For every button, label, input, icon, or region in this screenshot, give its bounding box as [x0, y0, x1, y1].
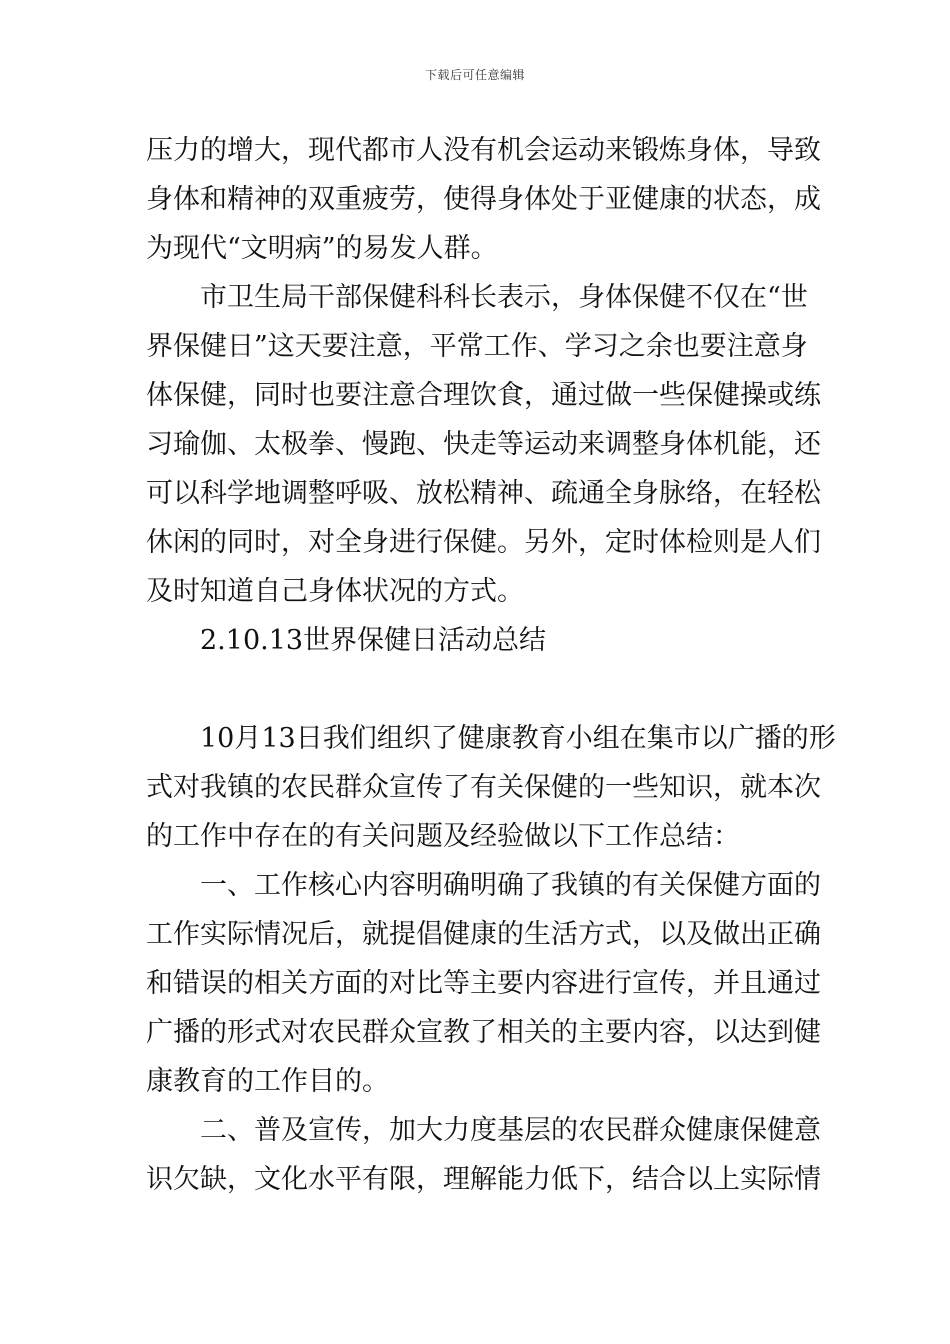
blank-line — [146, 665, 810, 714]
section-heading: 2.10.13世界保健日活动总结 — [200, 625, 547, 656]
text-line: 体保健，同时也要注意合理饮食，通过做一些保健操或练 — [146, 380, 821, 411]
text-line: 为现代“文明病”的易发人群。 — [146, 233, 498, 264]
document-body — [146, 126, 836, 1204]
text-line: 和错误的相关方面的对比等主要内容进行宣传，并且通过 — [146, 968, 821, 999]
page-header-note: 下载后可任意编辑 — [424, 68, 525, 82]
text-line: 式对我镇的农民群众宣传了有关保健的一些知识，就本次 — [146, 772, 821, 803]
text-line: 可以科学地调整呼吸、放松精神、疏通全身脉络，在轻松 — [146, 478, 821, 509]
paragraph-start-line: 二、普及宣传，加大力度基层的农民群众健康保健意 — [200, 1115, 821, 1146]
text-line: 身体和精神的双重疲劳，使得身体处于亚健康的状态，成 — [146, 184, 821, 215]
text-line: 习瑜伽、太极拳、慢跑、快走等运动来调整身体机能，还 — [146, 429, 821, 460]
paragraph-start-line: 市卫生局干部保健科科长表示，身体保健不仅在“世 — [200, 282, 808, 313]
text-line: 界保健日”这天要注意，平常工作、学习之余也要注意身 — [146, 331, 808, 362]
text-line: 的工作中存在的有关问题及经验做以下工作总结： — [146, 821, 740, 852]
paragraph-start-line: 10月13日我们组织了健康教育小组在集市以广播的形 — [200, 723, 836, 754]
text-line: 及时知道自己身体状况的方式。 — [146, 576, 524, 607]
paragraph-start-line: 一、工作核心内容明确明确了我镇的有关保健方面的 — [200, 870, 821, 901]
text-line: 康教育的工作目的。 — [146, 1066, 389, 1097]
text-line: 识欠缺，文化水平有限，理解能力低下，结合以上实际情 — [146, 1164, 821, 1195]
text-line: 工作实际情况后，就提倡健康的生活方式，以及做出正确 — [146, 919, 821, 950]
text-line: 压力的增大，现代都市人没有机会运动来锻炼身体，导致 — [146, 135, 821, 166]
text-line: 广播的形式对农民群众宣教了相关的主要内容，以达到健 — [146, 1017, 821, 1048]
text-line: 休闲的同时，对全身进行保健。另外，定时体检则是人们 — [146, 527, 821, 558]
